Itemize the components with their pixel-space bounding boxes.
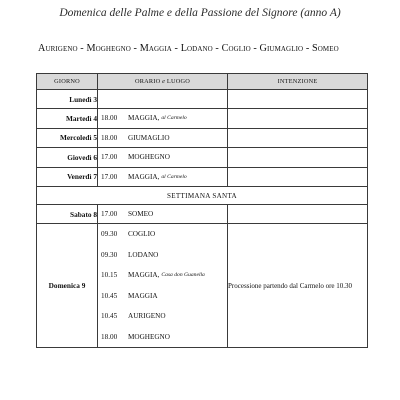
header-time: ORARIO [135,78,161,85]
table-row [37,205,368,224]
time-text: 10.45 [101,291,118,300]
section-row [37,187,368,205]
intent-cell [228,167,368,187]
place-text: MAGGIA, [128,172,160,181]
table-row [37,109,368,129]
place-detail: al Carmelo [161,173,187,180]
place-text: GIUMAGLIO [128,133,170,142]
time-text: 18.00 [101,332,118,341]
intent-cell [228,148,368,168]
list-item [98,327,227,348]
time-place-cell [98,128,228,148]
day-cell: Venerdì 7 [37,167,98,187]
time-place-cell [98,224,228,348]
time-place-cell [98,109,228,129]
list-item [98,286,227,307]
place-text: SOMEO [128,210,154,218]
day-cell: Mercoledì 5 [37,128,98,148]
place-text: MAGGIA, [128,114,160,123]
place-text: MAGGIA [128,291,158,300]
section-title: SETTIMANA SANTA [37,187,368,205]
time-place-cell [98,90,228,109]
intent-cell [228,205,368,224]
intent-note: Processione partendo dal Carmelo ore 10.30 [228,224,368,348]
table-row [37,90,368,109]
table-header-row [37,74,368,90]
day-cell: Giovedì 6 [37,148,98,168]
place-text: MOGHEGNO [128,332,170,341]
day-cell: Sabato 8 [37,205,98,224]
time-text: 18.00 [101,133,118,142]
table-row [37,224,368,348]
time-text: 18.00 [101,114,118,123]
time-place-cell [98,205,228,224]
table-row [37,167,368,187]
header-day: GIORNO [37,74,98,90]
header-intent: INTENZIONE [228,74,368,90]
day-cell: Martedì 4 [37,109,98,129]
place-text: MAGGIA, [128,271,160,280]
place-text: AURIGENO [128,312,166,321]
place-detail: Casa don Guanella [161,272,205,279]
time-text: 10.15 [101,271,118,280]
header-place: LUOGO [166,78,190,85]
place-text: COGLIO [128,230,156,239]
time-text: 09.30 [101,230,118,239]
time-text: 17.00 [101,153,118,162]
list-item [98,306,227,327]
list-item [98,224,227,245]
villages-list: Aurigeno - Moghegno - Maggia - Lodano - Coglio - Giumaglio - Someo [38,43,339,54]
intent-cell [228,109,368,129]
time-place-cell [98,167,228,187]
schedule-table [36,73,368,348]
header-and: e [162,78,166,85]
time-text: 17.00 [101,172,118,181]
day-cell: Lunedì 3 [37,90,98,109]
page-title: Domenica delle Palme e della Passione del Signore (anno A) [59,7,341,19]
list-item [98,265,227,286]
day-cell: Domenica 9 [37,224,98,348]
time-text: 09.30 [101,250,118,259]
header-time-place [98,74,228,90]
place-text: MOGHEGNO [128,153,170,162]
list-item [98,245,227,266]
place-text: LODANO [128,250,159,259]
time-text: 17.00 [101,210,118,218]
table-row [37,148,368,168]
table-row [37,128,368,148]
time-place-cell [98,148,228,168]
time-text: 10.45 [101,312,118,321]
place-detail: al Carmelo [161,115,187,122]
intent-cell [228,128,368,148]
intent-cell [228,90,368,109]
